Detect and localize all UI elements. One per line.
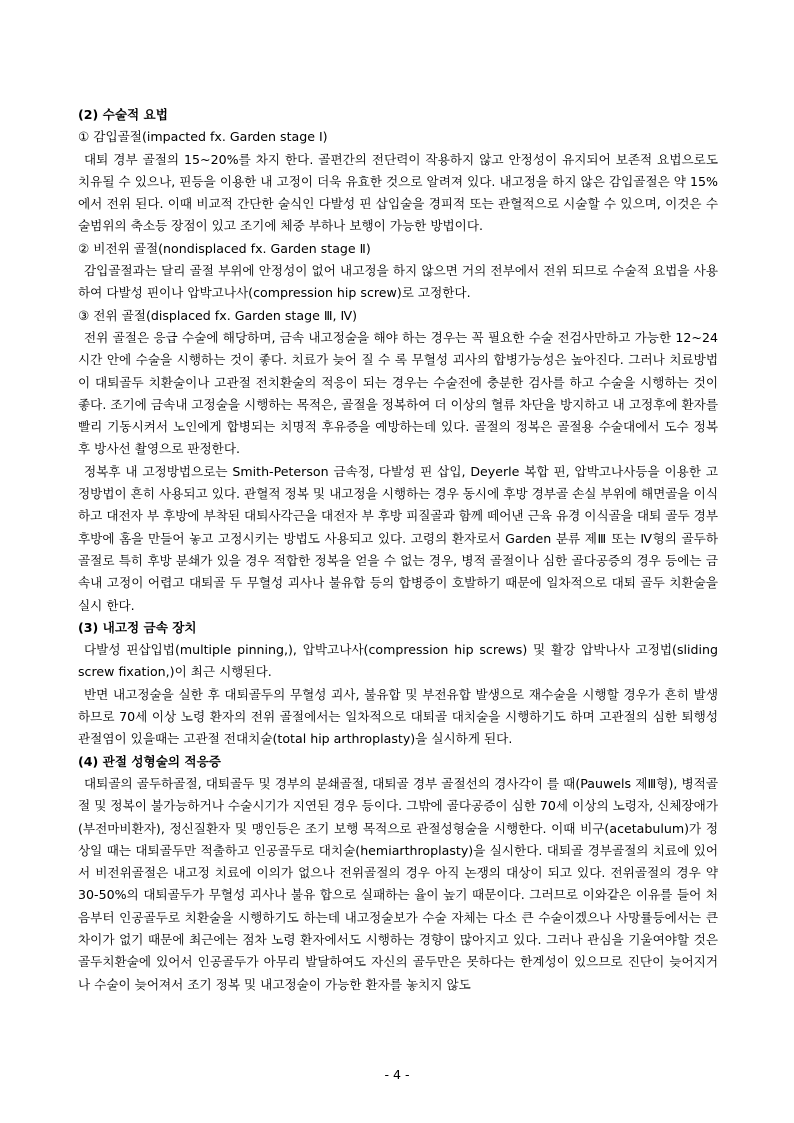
document-page xyxy=(78,104,718,996)
page-number: - 4 - xyxy=(384,1067,410,1082)
paragraph-internal-fixation-1: 다발성 핀삽입법(multiple pinning,), 압박고나사(compression hip screws) 및 활강 압박나사 고정법(sliding screw fixation,)이 최근 시행된다. xyxy=(78,642,718,680)
paragraph-nondisplaced-fracture: 감입골절과는 달리 골절 부위에 안정성이 없어 내고정을 하지 않으면 거의 전부에서 전위 되므로 수술적 요법을 사용하여 다발성 핀이나 압박고나사(compression hip screw)로 고정한다. xyxy=(78,263,718,301)
item-title-displaced-fracture: ③ 전위 골절(displaced fx. Garden stage Ⅲ, Ⅳ) xyxy=(78,307,358,323)
item-title-impacted-fracture: ① 감입골절(impacted fx. Garden stage Ⅰ) xyxy=(78,129,328,145)
section-heading-internal-fixation: (3) 내고정 금속 장치 xyxy=(78,619,197,635)
section-heading-surgical-treatment: (2) 수술적 요법 xyxy=(78,107,168,122)
item-title-nondisplaced-fracture: ② 비전위 골절(nondisplaced fx. Garden stage Ⅱ) xyxy=(78,240,371,256)
paragraph-impacted-fracture: 대퇴 경부 골절의 15~20%를 차지 한다. 골편간의 전단력이 작용하지 않고 안정성이 유지되어 보존적 요법으로도 치유될 수 있으나, 핀등을 이용한 내 고정이 더욱 유효한 것으로 알려져 있다. 내고정을 하지 않은 감입골절은 약 15%에서 전위 된다. 이때 비교적 간단한 술식인 다발성 핀 삽입술을 경피적 또는 관혈적으로 시술할 수 있으며, 이것은 수술범위의 축소등 장점이 있고 조기에 체중 부하나 보행이 가능한 방법이다. xyxy=(78,151,718,234)
paragraph-displaced-fracture-1: 전위 골절은 응급 수술에 해당하며, 금속 내고정술을 해야 하는 경우는 꼭 필요한 수술 전검사만하고 가능한 12~24시간 안에 수술을 시행하는 것이 좋다. 치료가 늦어 질 수 록 무혈성 괴사의 합병가능성은 높아진다. 그러나 치료방법이 대퇴골두 치환술이나 고관절 전치환술의 적응이 되는 경우는 수술전에 충분한 검사를 하고 수술을 시행하는 것이 좋다. 조기에 금속내 고정술을 시행하는 목적은, 골절을 정복하여 더 이상의 혈류 차단을 방지하고 내 고정후에 환자를 빨리 기동시켜서 노인에게 합병되는 치명적 후유증을 예방하는데 있다. 골절의 정복은 골절용 수술대에서 도수 정복 후 방사선 촬영으로 판정한다. xyxy=(78,329,718,457)
paragraph-arthroplasty-indications: 대퇴골의 골두하골절, 대퇴골두 및 경부의 분쇄골절, 대퇴골 경부 골절선의 경사각이 를 때(Pauwels 제Ⅲ형), 병적골절 및 정복이 불가능하거나 수술시기가 지연된 경우 등이다. 그밖에 골다공증이 심한 70세 이상의 노령자, 신체장애가(부전마비환자), 정신질환자 및 맹인등은 조기 보행 목적으로 관절성형술을 시행한다. 이때 비구(acetabulum)가 정상일 때는 대퇴골두만 적출하고 인공골두로 대치술(hemiarthroplasty)을 실시한다. 대퇴골 경부골절의 치료에 있어서 비전위골절은 내고정 치료에 이의가 없으나 전위골절의 경우 아직 논쟁의 대상이 되고 있다. 전위골절의 경우 약 30-50%의 대퇴골두가 무혈성 괴사나 불유 합으로 실패하는 율이 높기 때문이다. 그러므로 이와같은 이유를 들어 처음부터 인공골두로 치환술을 시행하기도 하는데 내고정술보가 수술 자체는 다소 큰 수술이겠으나 사망률등에서는 큰 차이가 없기 때문에 최근에는 점차 노령 환자에서도 시행하는 경향이 많아지고 있다. 그러나 관심을 기울여야할 것은 골두치환술에 있어서 인공골두가 아무리 발달하여도 자신의 골두만은 못하다는 한계성이 있으므로 진단이 늦어지거나 수술이 늦어져서 조기 정복 및 내고정술이 가능한 환자를 놓치지 않도 xyxy=(78,775,718,992)
paragraph-displaced-fracture-2: 정복후 내 고정방법으로는 Smith-Peterson 금속정, 다발성 핀 삽입, Deyerle 복합 핀, 압박고나사등을 이용한 고정방법이 흔히 사용되고 있다. 관혈적 정복 및 내고정을 시행하는 경우 동시에 후방 경부골 손실 부위에 해면골을 이식하고 대전자 부 후방에 부착된 대퇴사각근을 대전자 부 후방 피질골과 함께 떼어낸 근육 유경 이식골을 대퇴 골두 경부 후방에 홈을 만들어 놓고 고정시키는 방법도 사용되고 있다. 고령의 환자로서 Garden 분류 제Ⅲ 또는 Ⅳ형의 골두하 골절로 특히 후방 분쇄가 있을 경우 적합한 정복을 얻을 수 없는 경우, 병적 골절이나 심한 골다공증의 경우 등에는 금속내 고정이 어렵고 대퇴골 두 무혈성 괴사나 불유합 등의 합병증이 호발하기 때문에 일차적으로 대퇴 골두 치환술을 실시 한다. xyxy=(78,463,718,613)
paragraph-internal-fixation-2: 반면 내고정술을 실한 후 대퇴골두의 무혈성 괴사, 불유합 및 부전유합 발생으로 재수술을 시행할 경우가 흔히 발생하므로 70세 이상 노령 환자의 전위 골절에서는 일차적으로 대퇴골 대치술을 시행하기도 하며 고관절의 심한 퇴행성 관절염이 있을때는 고관절 전대치술(total hip arthroplasty)을 실시하게 된다. xyxy=(78,686,718,747)
section-heading-arthroplasty-indications: (4) 관절 성형술의 적응증 xyxy=(78,753,221,769)
